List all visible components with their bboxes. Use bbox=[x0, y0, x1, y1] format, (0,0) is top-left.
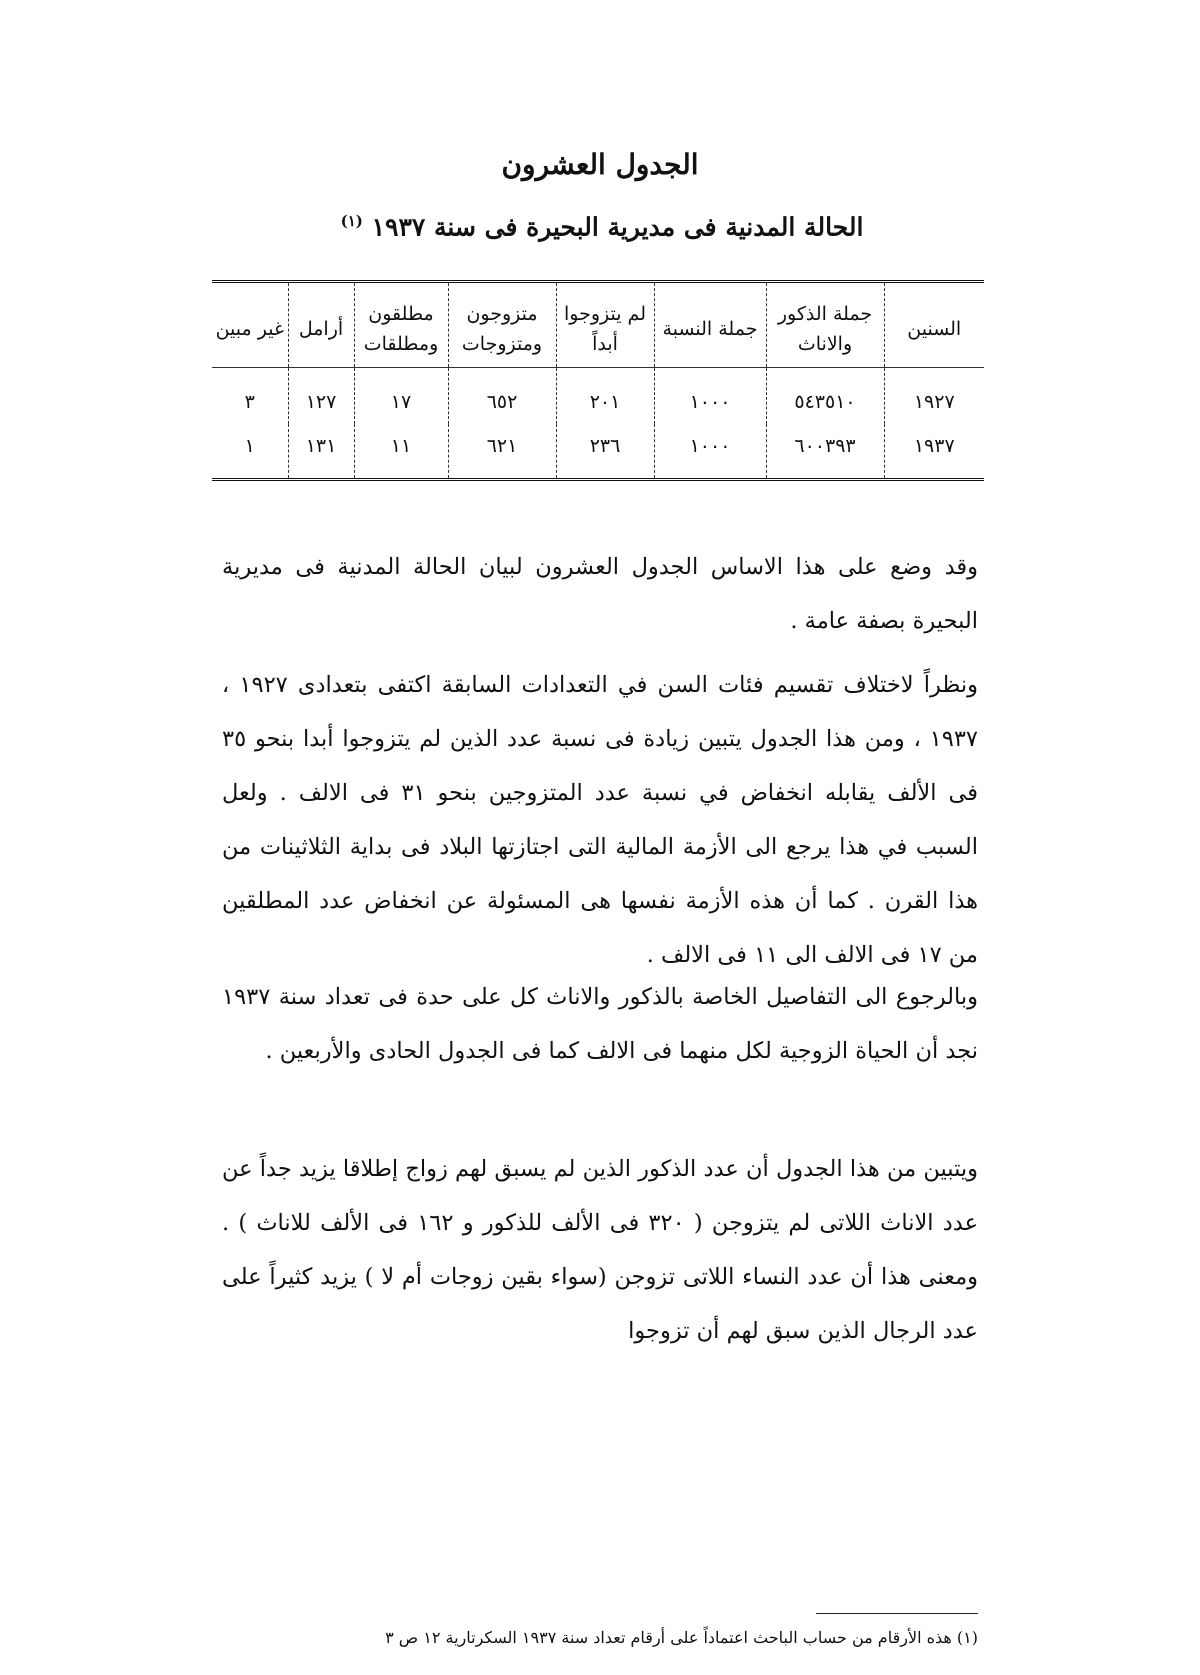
footnote: (١) هذه الأرقام من حساب الباحث اعتماداً على أرقام تعداد سنة ١٩٣٧ السكرتارية ١٢ ص ٣ bbox=[385, 1628, 978, 1647]
cell-married: ٦٥٢ bbox=[448, 368, 556, 425]
header-widowed: أرامل bbox=[288, 283, 354, 368]
cell-unspecified: ٣ bbox=[212, 368, 288, 425]
cell-widowed: ١٣١ bbox=[288, 424, 354, 478]
subtitle-footnote-marker: (١) bbox=[340, 212, 363, 230]
header-married: متزوجون ومتزوجات bbox=[448, 283, 556, 368]
subtitle-text: الحالة المدنية فى مديرية البحيرة فى سنة ١٩٣٧ bbox=[371, 212, 864, 242]
header-unspecified: غير مبين bbox=[212, 283, 288, 368]
body-paragraph: ويتبين من هذا الجدول أن عدد الذكور الذين لم يسبق لهم زواج إطلاقا يزيد جداً عن عدد الاناث اللاتى لم يتزوجن ( ٣٢٠ فى الألف للذكور و ١٦٢ فى الألف للاناث ) . ومعنى هذا أن عدد النساء اللاتى تزوجن (سواء بقين زوجات أم لا ) يزيد كثيراً على عدد الرجال الذين سبق لهم أن تزوجوا bbox=[222, 1156, 979, 1344]
cell-total-ratio: ١٠٠٠ bbox=[654, 424, 766, 478]
cell-total-population: ٥٤٣٥١٠ bbox=[766, 368, 884, 425]
table-row bbox=[212, 368, 984, 425]
cell-never-married: ٢٣٦ bbox=[556, 424, 654, 478]
cell-married: ٦٢١ bbox=[448, 424, 556, 478]
header-total-population: جملة الذكور والاناث bbox=[766, 283, 884, 368]
header-total-ratio: جملة النسبة bbox=[654, 283, 766, 368]
civil-status-table-frame bbox=[212, 280, 984, 481]
body-paragraph: ونظراً لاختلاف تقسيم فئات السن في التعدادات السابقة اكتفى بتعدادى ١٩٢٧ ، ١٩٣٧ ، ومن هذا الجدول يتبين زيادة فى نسبة عدد الذين لم يتزوجوا أبدا بنحو ٣٥ فى الألف يقابله انخفاض في نسبة عدد المتزوجين بنحو ٣١ فى الالف . ولعل السبب في هذا يرجع الى الأزمة المالية التى اجتازتها البلاد فى بداية الثلاثينات من هذا القرن . كما أن هذه الأزمة نفسها هى المسئولة عن انخفاض عدد المطلقين من ١٧ فى الالف الى ١١ فى الالف . bbox=[222, 672, 979, 968]
header-divorced: مطلقون ومطلقات bbox=[354, 283, 448, 368]
footnote-divider bbox=[816, 1613, 978, 1614]
body-paragraph: وبالرجوع الى التفاصيل الخاصة بالذكور والاناث كل على حدة فى تعداد سنة ١٩٣٧ نجد أن الحياة الزوجية لكل منهما فى الالف كما فى الجدول الحادى والأربعين . bbox=[222, 984, 978, 1064]
table-header-row bbox=[212, 283, 984, 368]
cell-total-population: ٦٠٠٣٩٣ bbox=[766, 424, 884, 478]
cell-total-ratio: ١٠٠٠ bbox=[654, 368, 766, 425]
table-subtitle bbox=[0, 212, 1200, 241]
table-row bbox=[212, 424, 984, 478]
cell-year: ١٩٣٧ bbox=[913, 435, 955, 457]
header-never-married: لم يتزوجوا أبداً bbox=[556, 283, 654, 368]
cell-divorced: ١٧ bbox=[354, 368, 448, 425]
cell-divorced: ١١ bbox=[354, 424, 448, 478]
cell-widowed: ١٢٧ bbox=[288, 368, 354, 425]
table-title: الجدول العشرون bbox=[501, 148, 699, 181]
civil-status-table bbox=[212, 283, 984, 478]
cell-never-married: ٢٠١ bbox=[556, 368, 654, 425]
cell-unspecified: ١ bbox=[212, 424, 288, 478]
cell-year: ١٩٢٧ bbox=[913, 391, 955, 413]
body-paragraph: وقد وضع على هذا الاساس الجدول العشرون لبيان الحالة المدنية فى مديرية البحيرة بصفة عامة . bbox=[222, 554, 978, 634]
header-years: السنين bbox=[907, 318, 962, 340]
